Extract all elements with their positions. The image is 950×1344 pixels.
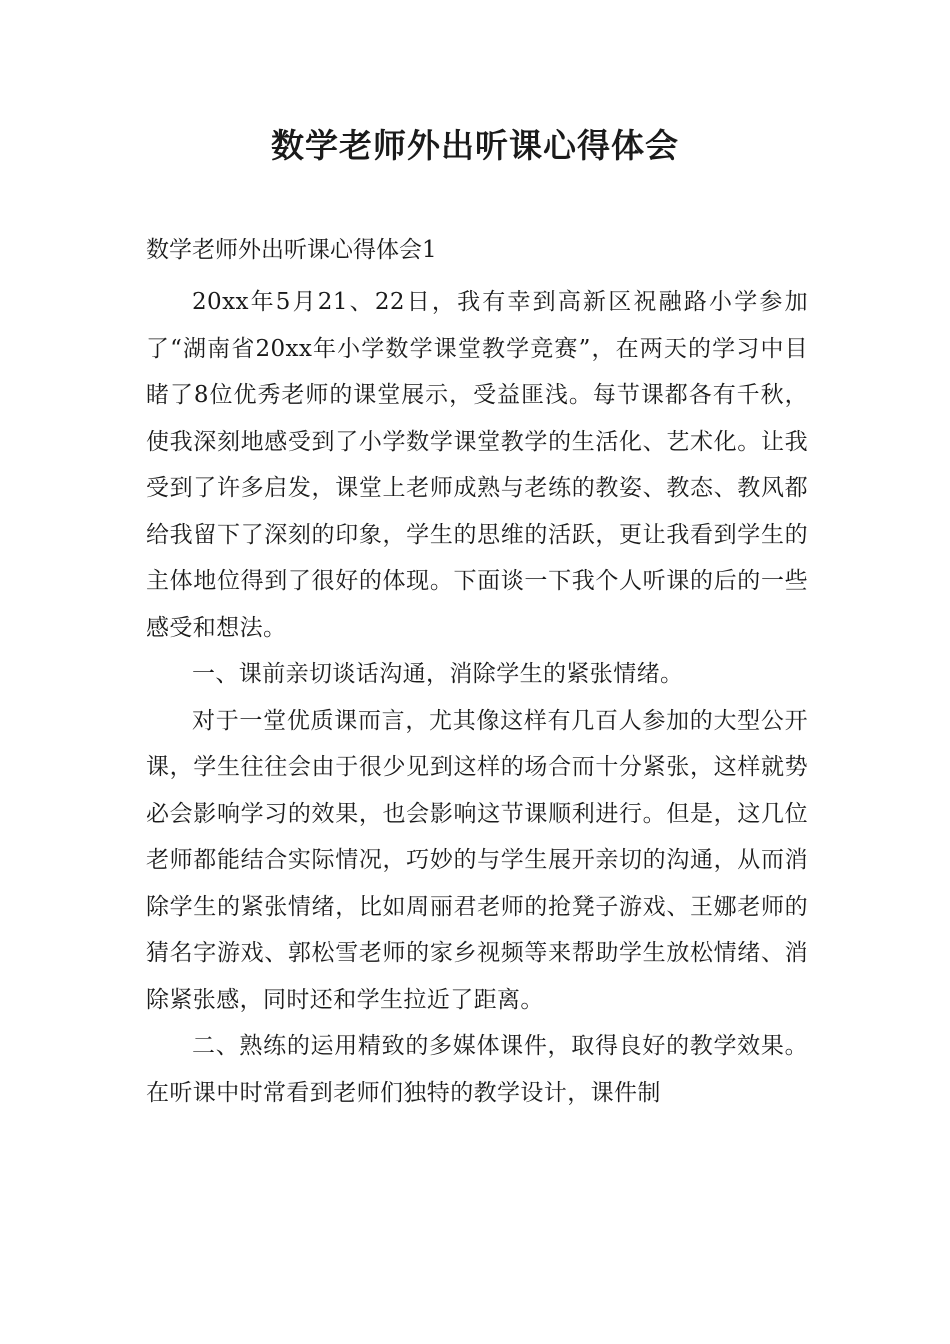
paragraph-point-one-body: 对于一堂优质课而言，尤其像这样有几百人参加的大型公开课，学生往往会由于很少见到这样的场合而十分紧张，这样就势必会影响学习的效果，也会影响这节课顺利进行。但是，这几位老师都能结合实际情况，巧妙的与学生展开亲切的沟通，从而消除学生的紧张情绪，比如周丽君老师的抢凳子游戏、王娜老师的猜名字游戏、郭松雪老师的家乡视频等来帮助学生放松情绪、消除紧张感，同时还和学生拉近了距离。: [146, 707, 808, 1013]
document-title: 数学老师外出听课心得体会: [271, 126, 679, 165]
section-heading: 数学老师外出听课心得体会1: [146, 237, 437, 263]
document-body: [146, 279, 808, 1116]
paragraph-point-one-heading: 一、课前亲切谈话沟通，消除学生的紧张情绪。: [192, 661, 684, 687]
paragraph-intro: 20xx年5月21、22日，我有幸到高新区祝融路小学参加了“湖南省20xx年小学数学课堂教学竞赛”，在两天的学习中目睹了8位优秀老师的课堂展示，受益匪浅。每节课都各有千秋，使我深刻地感受到了小学数学课堂教学的生活化、艺术化。让我受到了许多启发，课堂上老师成熟与老练的教姿、教态、教风都给我留下了深刻的印象，学生的思维的活跃，更让我看到学生的主体地位得到了很好的体现。下面谈一下我个人听课的后的一些感受和想法。: [146, 289, 808, 641]
paragraph-point-two: 二、熟练的运用精致的多媒体课件，取得良好的教学效果。 在听课中时常看到老师们独特的教学设计，课件制: [146, 1033, 808, 1106]
